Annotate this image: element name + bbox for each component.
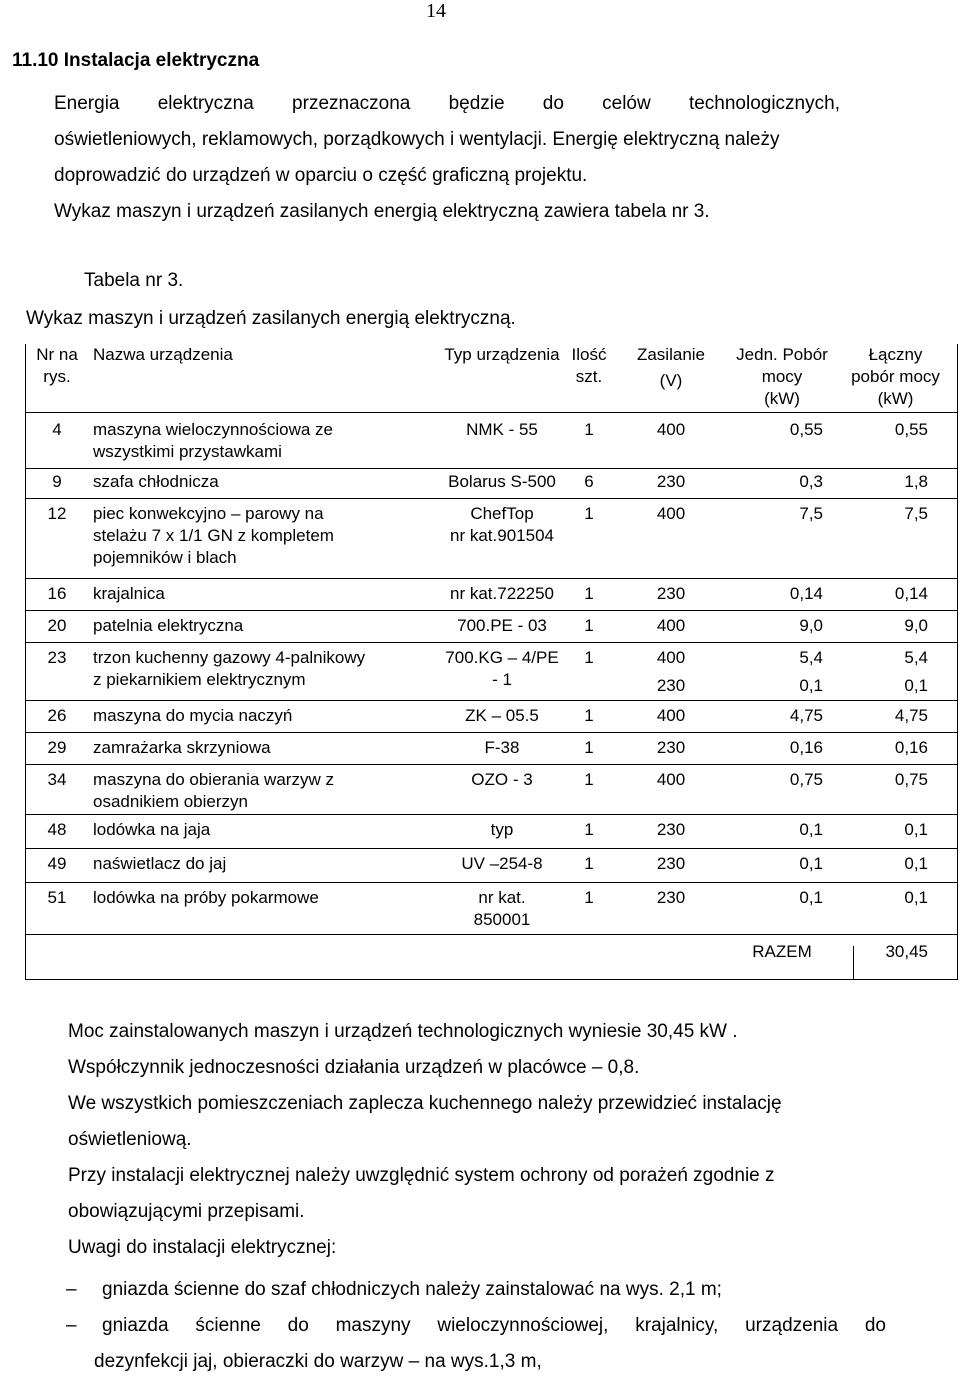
- cell-name: patelnia elektryczna: [89, 610, 437, 642]
- cell-nr: 23: [25, 642, 89, 700]
- table-caption-title: Wykaz maszyn i urządzeń zasilanych energią elektryczną.: [26, 308, 516, 329]
- table-row: [25, 468, 958, 498]
- cell-type: OZO - 3: [437, 764, 567, 814]
- section-title: 11.10 Instalacja elektryczna: [12, 50, 260, 71]
- cell-voltage: 400: [611, 610, 731, 642]
- cell-qty: 1: [567, 610, 611, 642]
- cell-nr: 49: [25, 848, 89, 882]
- cell-voltage: 230: [611, 814, 731, 848]
- cell-total-power: 0,55: [833, 412, 958, 468]
- installed-power-text: Moc zainstalowanych maszyn i urządzeń technologicznych wyniesie 30,45 kW .: [68, 1021, 738, 1042]
- cell-nr: 51: [25, 882, 89, 934]
- cell-name: krajalnica: [89, 578, 437, 610]
- cell-voltage: 230: [611, 578, 731, 610]
- header-nr: Nr na rys.: [36, 345, 78, 386]
- cell-nr: 12: [25, 498, 89, 578]
- cell-name: naświetlacz do jaj: [89, 848, 437, 882]
- cell-unit-power: 4,75: [731, 700, 833, 732]
- header-type: Typ urządzenia: [444, 345, 560, 364]
- table-row: [25, 498, 958, 578]
- summary-paragraphs: [68, 1014, 888, 1266]
- cell-name: maszyna do obierania warzyw z osadnikiem obierzyn: [89, 764, 437, 814]
- cell-type: F-38: [437, 732, 567, 764]
- intro-line-4: Wykaz maszyn i urządzeń zasilanych energią elektryczną zawiera tabela nr 3.: [54, 201, 710, 222]
- cell-qty: 1: [567, 412, 611, 468]
- cell-total-power: 7,5: [833, 498, 958, 578]
- remarks-heading: Uwagi do instalacji elektrycznej:: [68, 1237, 337, 1258]
- lighting-text: We wszystkich pomieszczeniach zaplecza kuchennego należy przewidzieć instalację oświetleniową.: [68, 1093, 782, 1150]
- table-row: [25, 732, 958, 764]
- cell-total-power: 0,1: [833, 814, 958, 848]
- cell-qty: 1: [567, 848, 611, 882]
- cell-nr: 20: [25, 610, 89, 642]
- cell-unit-power: 0,55: [731, 412, 833, 468]
- cell-type: typ: [437, 814, 567, 848]
- cell-unit-power: 7,5: [731, 498, 833, 578]
- table-row: [25, 578, 958, 610]
- page-number: 14: [426, 0, 446, 22]
- cell-total-power: 0,1: [833, 848, 958, 882]
- cell-voltage: 400: [611, 764, 731, 814]
- cell-unit-power: 0,1: [731, 882, 833, 934]
- cell-type: UV –254-8: [437, 848, 567, 882]
- cell-total-power: 0,16: [833, 732, 958, 764]
- cell-nr: 29: [25, 732, 89, 764]
- cell-total-power: 4,75: [833, 700, 958, 732]
- cell-qty: 1: [567, 578, 611, 610]
- cell-qty: 1: [567, 700, 611, 732]
- intro-line-3: doprowadzić do urządzeń w oparciu o część graficzną projektu.: [54, 165, 588, 186]
- cell-voltage: 400: [611, 498, 731, 578]
- header-total-power: Łączny pobór mocy (kW): [851, 345, 940, 408]
- header-name: Nazwa urządzenia: [93, 345, 233, 364]
- cell-qty: 6: [567, 468, 611, 498]
- total-label: RAZEM: [731, 934, 833, 968]
- cell-type: ZK – 05.5: [437, 700, 567, 732]
- cell-nr: 34: [25, 764, 89, 814]
- dash-bullet: –: [66, 1315, 77, 1336]
- table-row: [25, 882, 958, 934]
- cell-name: lodówka na próby pokarmowe: [89, 882, 437, 934]
- header-unit-power: Jedn. Pobór mocy (kW): [736, 345, 828, 408]
- cell-voltage: 230: [611, 468, 731, 498]
- table-row: [25, 700, 958, 732]
- intro-paragraph: [54, 86, 840, 230]
- cell-name: lodówka na jaja: [89, 814, 437, 848]
- cell-qty: 1: [567, 764, 611, 814]
- cell-unit-power: 0,1: [731, 848, 833, 882]
- table-row: [25, 764, 958, 814]
- protection-text: Przy instalacji elektrycznej należy uwzględnić system ochrony od porażeń zgodnie z obowiązującymi przepisami.: [68, 1165, 775, 1222]
- cell-total-power: 1,8: [833, 468, 958, 498]
- cell-voltage: 400 230: [611, 642, 731, 700]
- header-qty: Ilość szt.: [571, 345, 607, 386]
- total-divider: [853, 946, 854, 980]
- cell-total-power: 9,0: [833, 610, 958, 642]
- cell-total-power: 0,75: [833, 764, 958, 814]
- cell-qty: 1: [567, 882, 611, 934]
- table-row: [25, 412, 958, 468]
- cell-type: NMK - 55: [437, 412, 567, 468]
- cell-qty: 1: [567, 814, 611, 848]
- cell-unit-power: 0,3: [731, 468, 833, 498]
- cell-name: piec konwekcyjno – parowy na stelażu 7 x 1/1 GN z kompletem pojemników i blach: [89, 498, 437, 578]
- cell-voltage: 400: [611, 700, 731, 732]
- remark-item-1: – gniazda ścienne do szaf chłodniczych należy zainstalować na wys. 2,1 m;: [66, 1272, 886, 1308]
- intro-line-2: oświetleniowych, reklamowych, porządkowych i wentylacji. Energię elektryczną należy: [54, 129, 780, 150]
- table-row: [25, 610, 958, 642]
- dash-bullet: –: [66, 1279, 77, 1300]
- cell-unit-power: 9,0: [731, 610, 833, 642]
- cell-qty: 1: [567, 732, 611, 764]
- cell-voltage: 230: [611, 732, 731, 764]
- table-row: [25, 848, 958, 882]
- cell-type: 700.KG – 4/PE - 1: [437, 642, 567, 700]
- cell-total-power: 0,1: [833, 882, 958, 934]
- remark-item-2: – gniazda ścienne do maszyny wieloczynnościowej, krajalnicy, urządzenia do: [66, 1308, 886, 1344]
- cell-qty: 1: [567, 498, 611, 578]
- simultaneity-text: Współczynnik jednoczesności działania urządzeń w placówce – 0,8.: [68, 1057, 640, 1078]
- table-header-row: [25, 344, 958, 412]
- intro-line-1: Energia elektryczna przeznaczona będzie do celów technologicznych,: [54, 93, 840, 114]
- cell-voltage: 230: [611, 848, 731, 882]
- header-voltage: Zasilanie (V): [636, 345, 706, 390]
- remark-item-2-cont: dezynfekcji jaj, obieraczki do warzyw – na wys.1,3 m,: [94, 1351, 542, 1372]
- cell-name: zamrażarka skrzyniowa: [89, 732, 437, 764]
- devices-table: [25, 344, 958, 968]
- table-row: [25, 814, 958, 848]
- total-value: 30,45: [833, 934, 958, 968]
- cell-nr: 16: [25, 578, 89, 610]
- cell-voltage: 230: [611, 882, 731, 934]
- table-row: [25, 642, 958, 700]
- cell-total-power: 0,14: [833, 578, 958, 610]
- cell-type: nr kat.722250: [437, 578, 567, 610]
- cell-qty: 1: [567, 642, 611, 700]
- cell-name: szafa chłodnicza: [89, 468, 437, 498]
- remarks-list: [66, 1272, 886, 1380]
- cell-total-power: 5,4 0,1: [833, 642, 958, 700]
- total-row-spacer: [25, 934, 731, 968]
- cell-voltage: 400: [611, 412, 731, 468]
- cell-name: maszyna wieloczynnościowa ze wszystkimi przystawkami: [89, 412, 437, 468]
- cell-unit-power: 0,75: [731, 764, 833, 814]
- cell-nr: 9: [25, 468, 89, 498]
- cell-type: ChefTop nr kat.901504: [437, 498, 567, 578]
- table-caption-number: Tabela nr 3.: [84, 270, 184, 291]
- cell-name: maszyna do mycia naczyń: [89, 700, 437, 732]
- cell-nr: 48: [25, 814, 89, 848]
- cell-nr: 4: [25, 412, 89, 468]
- cell-unit-power: 0,1: [731, 814, 833, 848]
- cell-unit-power: 0,16: [731, 732, 833, 764]
- cell-type: 700.PE - 03: [437, 610, 567, 642]
- cell-unit-power: 5,4 0,1: [731, 642, 833, 700]
- cell-type: nr kat. 850001: [437, 882, 567, 934]
- total-row: [25, 934, 958, 968]
- cell-type: Bolarus S-500: [437, 468, 567, 498]
- cell-nr: 26: [25, 700, 89, 732]
- cell-unit-power: 0,14: [731, 578, 833, 610]
- cell-name: trzon kuchenny gazowy 4-palnikowy z piekarnikiem elektrycznym: [89, 642, 437, 700]
